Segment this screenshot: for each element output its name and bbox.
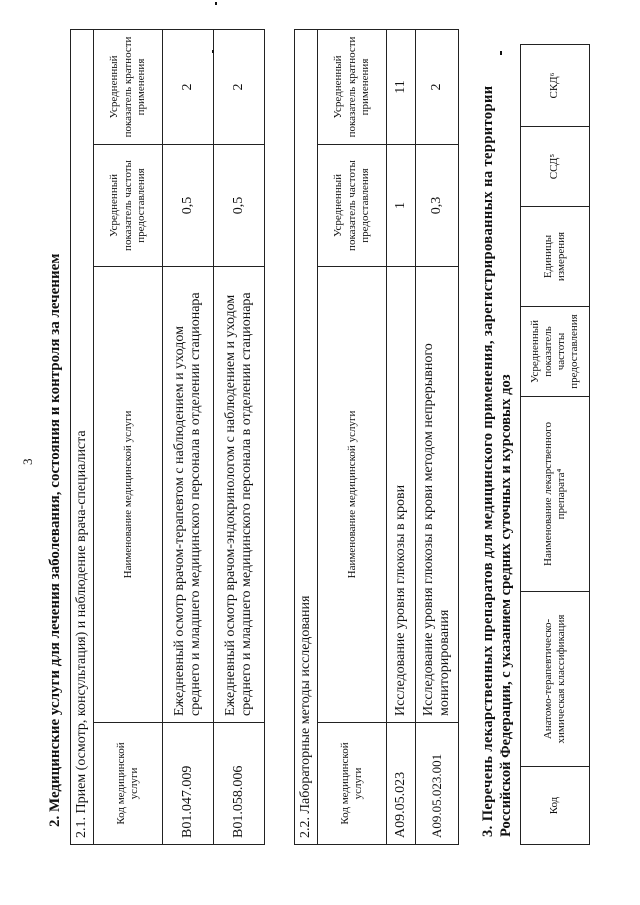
scan-mark: [215, 2, 217, 5]
header-multiplicity: Усредненный показатель кратности применения: [94, 29, 163, 144]
header-frequency: Усредненный показатель частоты предоставления: [94, 145, 163, 267]
header-unit: Единицы измерения: [521, 207, 590, 307]
section-3-title-line1: 3. Перечень лекарственных препаратов для медицинского применения, зарегистрированных на территории: [480, 85, 496, 837]
frequency-value: 0,3: [416, 145, 459, 267]
service-code: A09.05.023.001: [416, 723, 459, 845]
table-row: [387, 29, 416, 844]
service-name: Исследование уровня глюкозы в крови: [387, 267, 416, 723]
header-code: Код медицинской услуги: [318, 723, 387, 845]
service-code: B01.047.009: [163, 723, 214, 845]
table-header-row: [318, 29, 387, 844]
section-2-title: 2. Медицинские услуги для лечения заболевания, состояния и контроля за лечением: [47, 253, 63, 827]
header-name: Наименование медицинской услуги: [318, 267, 387, 723]
subsection-2-2-title: 2.2. Лабораторные методы исследования: [295, 29, 318, 844]
table-2-2: [294, 29, 459, 845]
scan-mark: [212, 50, 214, 53]
header-code: Код медицинской услуги: [94, 723, 163, 845]
frequency-value: 0,5: [214, 145, 265, 267]
service-name: Ежедневный осмотр врачом-терапевтом с наблюдением и уходом среднего и младшего медицинского персонала в отделении стационара: [163, 267, 214, 723]
multiplicity-value: 2: [163, 29, 214, 144]
table-row: [163, 29, 214, 844]
table-2-1: [70, 29, 265, 845]
header-code: Код: [521, 767, 590, 845]
table-row: [214, 29, 265, 844]
service-name: Ежедневный осмотр врачом-эндокринологом с наблюдением и уходом среднего и младшего медицинского персонала в отделении стационара: [214, 267, 265, 723]
header-multiplicity: Усредненный показатель кратности применения: [318, 29, 387, 144]
section-3-title-line2: Российской Федерации, с указанием средних суточных и курсовых доз: [498, 374, 514, 837]
table-header-row: [94, 29, 163, 844]
table-row: [416, 29, 459, 844]
multiplicity-value: 2: [416, 29, 459, 144]
frequency-value: 1: [387, 145, 416, 267]
header-name: Наименование медицинской услуги: [94, 267, 163, 723]
table-header-row: [521, 45, 590, 845]
header-ssd: ССД⁵: [521, 127, 590, 207]
frequency-value: 0,5: [163, 145, 214, 267]
header-frequency: Усредненный показатель частоты предоставления: [318, 145, 387, 267]
table-3: [520, 44, 590, 845]
table-2-1-caption-row: [71, 29, 94, 844]
scan-mark: [500, 51, 502, 55]
service-name: Исследование уровня глюкозы в крови методом непрерывного мониторирования: [416, 267, 459, 723]
page-number: 3: [20, 458, 35, 465]
service-code: B01.058.006: [214, 723, 265, 845]
service-code: A09.05.023: [387, 723, 416, 845]
header-skd: СКД⁶: [521, 45, 590, 127]
header-drug-name: Наименование лекарственного препарата⁴: [521, 397, 590, 592]
header-frequency: Усредненный показатель частоты предоставления: [521, 307, 590, 397]
table-2-2-caption-row: [295, 29, 318, 844]
multiplicity-value: 11: [387, 29, 416, 144]
header-atc: Анатомо-терапевтическо-химическая классификация: [521, 592, 590, 767]
subsection-2-1-title: 2.1. Прием (осмотр, консультация) и наблюдение врача-специалиста: [71, 29, 94, 844]
multiplicity-value: 2: [214, 29, 265, 144]
